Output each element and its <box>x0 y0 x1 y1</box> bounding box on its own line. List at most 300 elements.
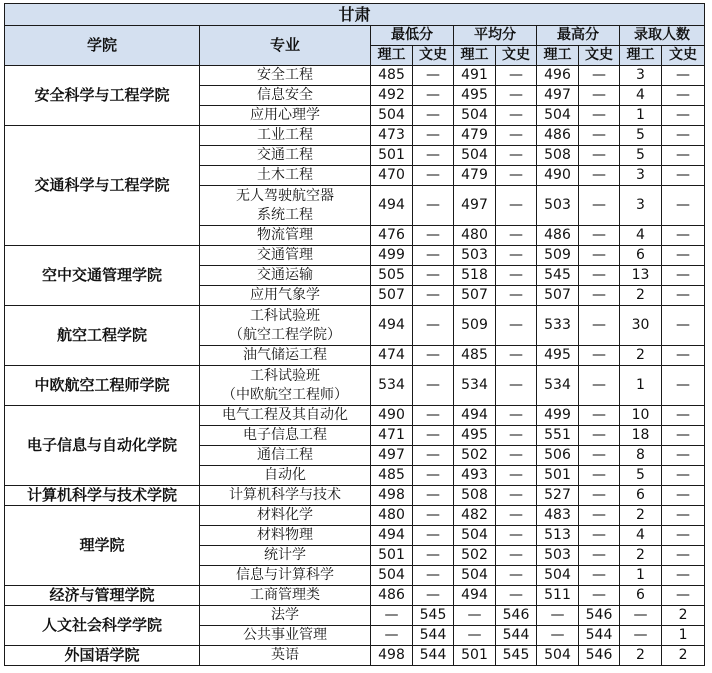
min-arts-cell: — <box>413 526 454 546</box>
avg-arts-cell: — <box>496 66 537 86</box>
max-arts-cell: — <box>579 566 620 586</box>
table-row <box>5 486 705 506</box>
avg-arts-cell: — <box>496 266 537 286</box>
avg-arts-cell: 546 <box>496 606 537 626</box>
min-arts-cell: — <box>413 486 454 506</box>
major-name-line: 材料物理 <box>257 527 313 543</box>
max-arts-header: 文史 <box>579 46 620 66</box>
min-science-cell: 507 <box>371 286 413 306</box>
avg-science-cell: 491 <box>454 66 496 86</box>
major-name <box>200 626 371 646</box>
major-name-line: 交通运输 <box>257 267 313 283</box>
avg-arts-cell: — <box>496 106 537 126</box>
avg-science-cell: 479 <box>454 166 496 186</box>
college-name: 人文社会科学学院 <box>5 606 200 646</box>
admitted-count-header: 录取人数 <box>620 26 705 46</box>
max-science-cell: 533 <box>537 306 579 346</box>
count-science-cell: 4 <box>620 226 662 246</box>
major-column-header: 专业 <box>200 26 371 66</box>
max-science-cell: 496 <box>537 66 579 86</box>
min-science-cell: 494 <box>371 186 413 226</box>
max-arts-cell: 546 <box>579 606 620 626</box>
major-name <box>200 86 371 106</box>
count-arts-cell: — <box>662 366 705 406</box>
max-science-cell: 509 <box>537 246 579 266</box>
major-name <box>200 466 371 486</box>
major-name <box>200 66 371 86</box>
min-science-cell: 490 <box>371 406 413 426</box>
count-science-cell: 18 <box>620 426 662 446</box>
avg-arts-cell: — <box>496 526 537 546</box>
major-name-line: 英语 <box>271 647 299 663</box>
college-name: 安全科学与工程学院 <box>5 66 200 126</box>
min-science-cell: 494 <box>371 306 413 346</box>
min-science-cell: — <box>371 626 413 646</box>
min-science-cell: 497 <box>371 446 413 466</box>
max-science-cell: 527 <box>537 486 579 506</box>
avg-science-cell: 534 <box>454 366 496 406</box>
max-arts-cell: 546 <box>579 646 620 666</box>
min-science-cell: 492 <box>371 86 413 106</box>
table-row <box>5 646 705 666</box>
max-science-cell: 499 <box>537 406 579 426</box>
avg-science-cell: — <box>454 606 496 626</box>
count-arts-cell: 2 <box>662 646 705 666</box>
avg-science-cell: 518 <box>454 266 496 286</box>
min-science-header: 理工 <box>371 46 413 66</box>
major-name <box>200 486 371 506</box>
avg-arts-cell: — <box>496 586 537 606</box>
table-row <box>5 506 705 526</box>
college-name: 计算机科学与技术学院 <box>5 486 200 506</box>
major-name-line: 工科试验班 <box>250 367 320 384</box>
min-science-cell: — <box>371 606 413 626</box>
min-arts-cell: — <box>413 446 454 466</box>
major-name-line: 电子信息工程 <box>243 427 327 443</box>
avg-science-cell: 509 <box>454 306 496 346</box>
avg-science-cell: 494 <box>454 586 496 606</box>
college-column-header: 学院 <box>5 26 200 66</box>
max-science-cell: 503 <box>537 546 579 566</box>
count-arts-cell: — <box>662 286 705 306</box>
min-science-cell: 470 <box>371 166 413 186</box>
table-row <box>5 586 705 606</box>
count-science-cell: 3 <box>620 66 662 86</box>
avg-science-cell: 479 <box>454 126 496 146</box>
major-name <box>200 526 371 546</box>
max-science-cell: 551 <box>537 426 579 446</box>
college-name: 理学院 <box>5 506 200 586</box>
major-name <box>200 106 371 126</box>
major-name <box>200 586 371 606</box>
major-name <box>200 146 371 166</box>
count-science-cell: 1 <box>620 566 662 586</box>
major-name-line: （航空工程学院） <box>229 326 341 343</box>
max-arts-cell: — <box>579 266 620 286</box>
major-name-line: 土木工程 <box>257 167 313 183</box>
max-arts-cell: — <box>579 486 620 506</box>
table-row <box>5 126 705 146</box>
major-name <box>200 646 371 666</box>
major-name <box>200 406 371 426</box>
max-science-cell: 504 <box>537 566 579 586</box>
college-name: 空中交通管理学院 <box>5 246 200 306</box>
count-science-cell: 4 <box>620 526 662 546</box>
min-arts-cell: — <box>413 406 454 426</box>
avg-arts-cell: 545 <box>496 646 537 666</box>
count-science-cell: 2 <box>620 286 662 306</box>
major-name <box>200 126 371 146</box>
count-science-cell: 3 <box>620 186 662 226</box>
max-arts-cell: 544 <box>579 626 620 646</box>
count-science-cell: — <box>620 606 662 626</box>
max-science-cell: 511 <box>537 586 579 606</box>
count-science-cell: 5 <box>620 126 662 146</box>
min-science-cell: 504 <box>371 566 413 586</box>
min-arts-cell: — <box>413 366 454 406</box>
max-arts-cell: — <box>579 86 620 106</box>
avg-arts-cell: — <box>496 426 537 446</box>
college-name: 中欧航空工程师学院 <box>5 366 200 406</box>
max-science-cell: 507 <box>537 286 579 306</box>
avg-arts-cell: — <box>496 286 537 306</box>
min-science-cell: 505 <box>371 266 413 286</box>
major-name-line: 通信工程 <box>257 447 313 463</box>
major-name <box>200 566 371 586</box>
min-arts-cell: — <box>413 106 454 126</box>
min-science-cell: 534 <box>371 366 413 406</box>
max-science-cell: 497 <box>537 86 579 106</box>
min-science-cell: 504 <box>371 106 413 126</box>
avg-arts-cell: — <box>496 86 537 106</box>
min-arts-cell: 544 <box>413 646 454 666</box>
min-arts-cell: — <box>413 226 454 246</box>
max-science-cell: 513 <box>537 526 579 546</box>
major-name <box>200 166 371 186</box>
min-science-cell: 501 <box>371 146 413 166</box>
count-science-cell: 2 <box>620 646 662 666</box>
count-arts-cell: — <box>662 106 705 126</box>
major-name-line: 信息与计算科学 <box>236 567 334 583</box>
count-science-cell: 4 <box>620 86 662 106</box>
avg-science-cell: 485 <box>454 346 496 366</box>
max-science-cell: 486 <box>537 226 579 246</box>
major-name-line: 应用心理学 <box>250 107 320 123</box>
count-science-cell: 2 <box>620 346 662 366</box>
avg-science-cell: 507 <box>454 286 496 306</box>
min-arts-cell: — <box>413 66 454 86</box>
major-name <box>200 246 371 266</box>
count-science-cell: 3 <box>620 166 662 186</box>
min-science-cell: 485 <box>371 466 413 486</box>
min-arts-cell: — <box>413 426 454 446</box>
major-name-line: 工科试验班 <box>250 307 320 324</box>
max-arts-cell: — <box>579 246 620 266</box>
avg-science-cell: 504 <box>454 526 496 546</box>
avg-science-cell: 502 <box>454 546 496 566</box>
avg-science-cell: 503 <box>454 246 496 266</box>
max-arts-cell: — <box>579 106 620 126</box>
min-arts-cell: — <box>413 146 454 166</box>
major-name <box>200 446 371 466</box>
avg-arts-cell: — <box>496 506 537 526</box>
count-arts-cell: — <box>662 466 705 486</box>
table-row <box>5 366 705 406</box>
count-science-cell: 5 <box>620 466 662 486</box>
major-name <box>200 286 371 306</box>
major-name <box>200 266 371 286</box>
admission-score-table <box>4 3 705 666</box>
avg-score-header: 平均分 <box>454 26 537 46</box>
min-science-cell: 501 <box>371 546 413 566</box>
table-row <box>5 306 705 346</box>
avg-science-cell: 508 <box>454 486 496 506</box>
avg-science-header: 理工 <box>454 46 496 66</box>
max-arts-cell: — <box>579 306 620 346</box>
min-science-cell: 498 <box>371 646 413 666</box>
max-arts-cell: — <box>579 146 620 166</box>
major-name <box>200 306 371 346</box>
major-name-line: 系统工程 <box>257 206 313 223</box>
table-row <box>5 406 705 426</box>
count-arts-cell: — <box>662 166 705 186</box>
major-name-line: 应用气象学 <box>250 287 320 303</box>
count-arts-cell: — <box>662 546 705 566</box>
major-name-line: 电气工程及其自动化 <box>222 407 348 423</box>
count-arts-cell: — <box>662 266 705 286</box>
min-science-cell: 498 <box>371 486 413 506</box>
max-science-cell: 508 <box>537 146 579 166</box>
count-science-cell: 2 <box>620 546 662 566</box>
avg-science-cell: 504 <box>454 146 496 166</box>
max-arts-cell: — <box>579 426 620 446</box>
min-arts-cell: — <box>413 466 454 486</box>
avg-arts-cell: — <box>496 446 537 466</box>
avg-arts-cell: — <box>496 346 537 366</box>
max-science-cell: 545 <box>537 266 579 286</box>
count-arts-cell: — <box>662 66 705 86</box>
major-name <box>200 606 371 626</box>
avg-science-cell: 502 <box>454 446 496 466</box>
max-science-cell: 483 <box>537 506 579 526</box>
max-arts-cell: — <box>579 346 620 366</box>
college-name: 经济与管理学院 <box>5 586 200 606</box>
max-arts-cell: — <box>579 506 620 526</box>
avg-arts-cell: — <box>496 406 537 426</box>
min-arts-cell: — <box>413 86 454 106</box>
count-science-cell: 6 <box>620 246 662 266</box>
major-name-line: 信息安全 <box>257 87 313 103</box>
major-name-line: 安全工程 <box>257 67 313 83</box>
min-science-cell: 494 <box>371 526 413 546</box>
count-science-cell: — <box>620 626 662 646</box>
major-name-line: 公共事业管理 <box>243 627 327 643</box>
table-row <box>5 606 705 626</box>
count-arts-cell: — <box>662 346 705 366</box>
avg-arts-cell: — <box>496 126 537 146</box>
max-science-cell: 534 <box>537 366 579 406</box>
max-arts-cell: — <box>579 466 620 486</box>
min-arts-cell: — <box>413 166 454 186</box>
max-arts-cell: — <box>579 66 620 86</box>
avg-science-cell: 482 <box>454 506 496 526</box>
max-arts-cell: — <box>579 126 620 146</box>
max-arts-cell: — <box>579 546 620 566</box>
count-science-cell: 13 <box>620 266 662 286</box>
college-name: 外国语学院 <box>5 646 200 666</box>
count-science-cell: 1 <box>620 366 662 406</box>
count-arts-cell: — <box>662 246 705 266</box>
min-arts-cell: 545 <box>413 606 454 626</box>
count-science-cell: 6 <box>620 486 662 506</box>
count-arts-cell: 1 <box>662 626 705 646</box>
avg-arts-cell: — <box>496 466 537 486</box>
count-science-cell: 5 <box>620 146 662 166</box>
max-science-cell: — <box>537 606 579 626</box>
max-arts-cell: — <box>579 226 620 246</box>
major-name-line: 工业工程 <box>257 127 313 143</box>
min-science-cell: 486 <box>371 586 413 606</box>
min-science-cell: 499 <box>371 246 413 266</box>
table-row <box>5 66 705 86</box>
major-name <box>200 346 371 366</box>
min-arts-cell: — <box>413 266 454 286</box>
major-name-line: 材料化学 <box>257 507 313 523</box>
avg-science-cell: 501 <box>454 646 496 666</box>
count-science-cell: 2 <box>620 506 662 526</box>
college-name: 电子信息与自动化学院 <box>5 406 200 486</box>
max-science-cell: 490 <box>537 166 579 186</box>
major-name-line: 统计学 <box>264 547 306 563</box>
major-name-line: 无人驾驶航空器 <box>236 187 334 204</box>
avg-science-cell: 495 <box>454 86 496 106</box>
min-arts-cell: — <box>413 566 454 586</box>
max-arts-cell: — <box>579 586 620 606</box>
min-science-cell: 485 <box>371 66 413 86</box>
table-body <box>5 66 705 666</box>
college-name: 交通科学与工程学院 <box>5 126 200 246</box>
major-name-line: 计算机科学与技术 <box>229 487 341 503</box>
avg-science-cell: 504 <box>454 566 496 586</box>
count-arts-cell: — <box>662 306 705 346</box>
max-science-cell: 504 <box>537 106 579 126</box>
avg-science-cell: 504 <box>454 106 496 126</box>
avg-arts-cell: — <box>496 166 537 186</box>
max-arts-cell: — <box>579 526 620 546</box>
count-arts-cell: — <box>662 126 705 146</box>
avg-arts-cell: — <box>496 566 537 586</box>
avg-arts-cell: — <box>496 246 537 266</box>
major-name-line: 交通工程 <box>257 147 313 163</box>
major-name <box>200 546 371 566</box>
avg-arts-cell: — <box>496 486 537 506</box>
min-arts-cell: — <box>413 126 454 146</box>
min-arts-cell: — <box>413 346 454 366</box>
avg-science-cell: 495 <box>454 426 496 446</box>
max-arts-cell: — <box>579 286 620 306</box>
count-science-cell: 10 <box>620 406 662 426</box>
min-arts-cell: — <box>413 546 454 566</box>
count-science-header: 理工 <box>620 46 662 66</box>
count-science-cell: 1 <box>620 106 662 126</box>
min-arts-cell: — <box>413 306 454 346</box>
count-arts-cell: 2 <box>662 606 705 626</box>
count-arts-cell: — <box>662 566 705 586</box>
avg-arts-cell: — <box>496 306 537 346</box>
max-arts-cell: — <box>579 166 620 186</box>
count-arts-cell: — <box>662 406 705 426</box>
count-arts-cell: — <box>662 486 705 506</box>
min-arts-cell: — <box>413 286 454 306</box>
major-name-line: 交通管理 <box>257 247 313 263</box>
avg-science-cell: 497 <box>454 186 496 226</box>
avg-science-cell: — <box>454 626 496 646</box>
major-name-line: 法学 <box>271 607 299 623</box>
min-science-cell: 473 <box>371 126 413 146</box>
major-name <box>200 186 371 226</box>
max-arts-cell: — <box>579 186 620 226</box>
college-name: 航空工程学院 <box>5 306 200 366</box>
min-arts-cell: — <box>413 506 454 526</box>
count-science-cell: 8 <box>620 446 662 466</box>
major-name-line: 自动化 <box>264 467 306 483</box>
count-arts-cell: — <box>662 86 705 106</box>
max-arts-cell: — <box>579 366 620 406</box>
max-science-cell: 506 <box>537 446 579 466</box>
major-name-line: 工商管理类 <box>250 587 320 603</box>
count-arts-cell: — <box>662 186 705 226</box>
max-science-cell: 504 <box>537 646 579 666</box>
province-title: 甘肃 <box>5 4 705 26</box>
count-arts-cell: — <box>662 446 705 466</box>
min-score-header: 最低分 <box>371 26 454 46</box>
min-arts-cell: 544 <box>413 626 454 646</box>
major-name-line: 油气储运工程 <box>243 347 327 363</box>
max-science-header: 理工 <box>537 46 579 66</box>
min-arts-cell: — <box>413 186 454 226</box>
avg-arts-cell: — <box>496 546 537 566</box>
avg-science-cell: 494 <box>454 406 496 426</box>
avg-science-cell: 480 <box>454 226 496 246</box>
major-name <box>200 226 371 246</box>
major-name <box>200 426 371 446</box>
count-science-cell: 6 <box>620 586 662 606</box>
max-arts-cell: — <box>579 406 620 426</box>
avg-arts-cell: — <box>496 226 537 246</box>
count-arts-cell: — <box>662 226 705 246</box>
avg-arts-cell: — <box>496 186 537 226</box>
max-science-cell: 495 <box>537 346 579 366</box>
min-arts-cell: — <box>413 586 454 606</box>
min-science-cell: 471 <box>371 426 413 446</box>
max-science-cell: — <box>537 626 579 646</box>
avg-arts-cell: — <box>496 366 537 406</box>
count-arts-header: 文史 <box>662 46 705 66</box>
table-row <box>5 246 705 266</box>
count-arts-cell: — <box>662 526 705 546</box>
max-science-cell: 503 <box>537 186 579 226</box>
major-name-line: （中欧航空工程师） <box>222 386 348 403</box>
min-science-cell: 480 <box>371 506 413 526</box>
avg-arts-header: 文史 <box>496 46 537 66</box>
avg-arts-cell: — <box>496 146 537 166</box>
max-score-header: 最高分 <box>537 26 620 46</box>
major-name-line: 物流管理 <box>257 227 313 243</box>
count-arts-cell: — <box>662 506 705 526</box>
max-science-cell: 501 <box>537 466 579 486</box>
min-science-cell: 476 <box>371 226 413 246</box>
count-science-cell: 30 <box>620 306 662 346</box>
